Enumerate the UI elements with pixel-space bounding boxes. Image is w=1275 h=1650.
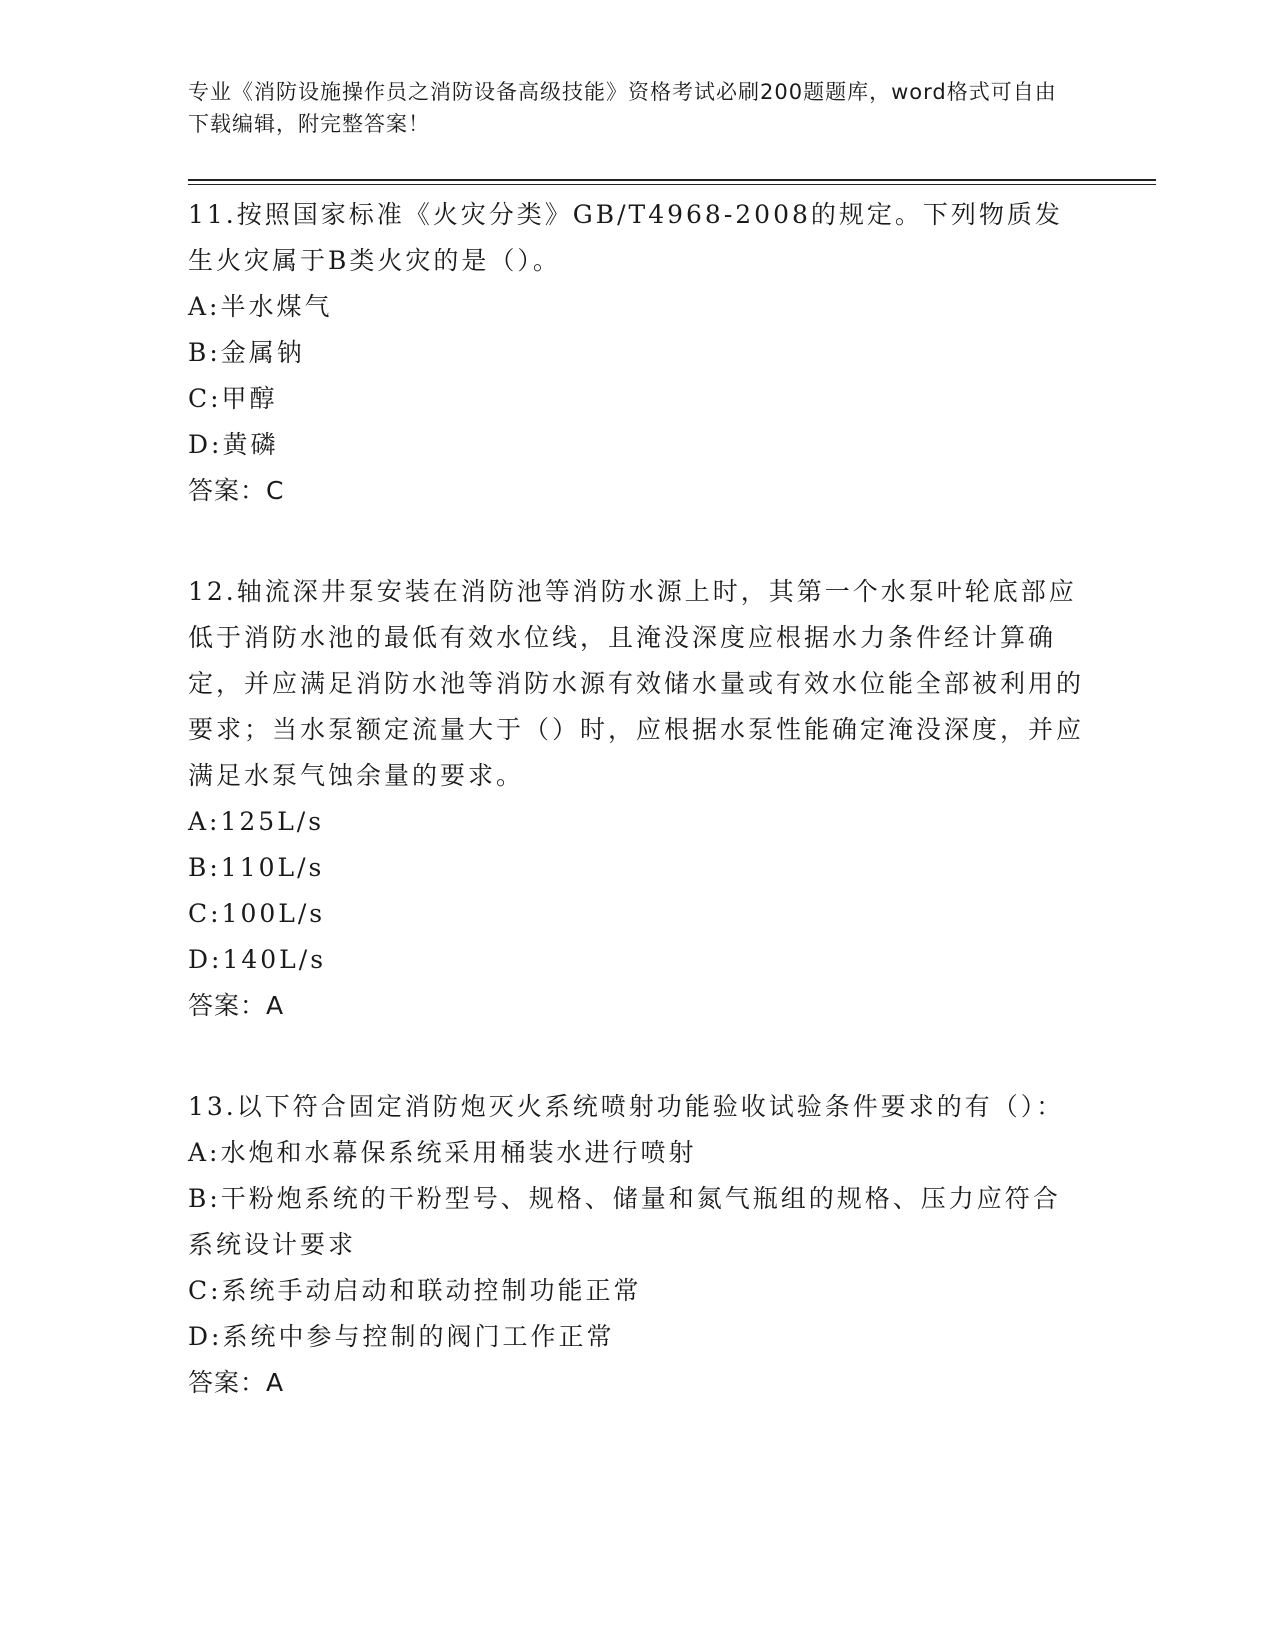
document-header: 专业《消防设施操作员之消防设备高级技能》资格考试必刷200题题库，word格式可自由下载编辑，附完整答案！ — [188, 80, 1057, 136]
option-b: B:110L/s — [188, 853, 325, 882]
question-11 — [188, 192, 1088, 514]
option-d: D:140L/s — [188, 945, 327, 974]
option-a: A:125L/s — [188, 807, 325, 836]
option-d: D:黄磷 — [188, 430, 279, 459]
answer: 答案：C — [188, 476, 285, 505]
option-a: A:水炮和水幕保系统采用桶装水进行喷射 — [188, 1138, 697, 1167]
question-12 — [188, 569, 1088, 1029]
answer: 答案：A — [188, 1368, 285, 1397]
header-divider-thin — [188, 184, 1156, 185]
answer: 答案：A — [188, 991, 285, 1020]
option-c: C:系统手动启动和联动控制功能正常 — [188, 1276, 642, 1305]
option-d: D:系统中参与控制的阀门工作正常 — [188, 1322, 615, 1351]
question-13 — [188, 1084, 1088, 1406]
option-c: C:100L/s — [188, 899, 326, 928]
question-stem: 13.以下符合固定消防炮灭火系统喷射功能验收试验条件要求的有（）： — [188, 1092, 1065, 1121]
question-stem: 12.轴流深井泵安装在消防池等消防水源上时，其第一个水泵叶轮底部应低于消防水池的最低有效水位线，且淹没深度应根据水力条件经计算确定，并应满足消防水池等消防水源有效储水量或有效水位能全部被利用的要求；当水泵额定流量大于（）时，应根据水泵性能确定淹没深度，并应满足水泵气蚀余量的要求。 — [188, 577, 1085, 790]
question-stem: 11.按照国家标准《火灾分类》GB/T4968-2008的规定。下列物质发生火灾属于B类火灾的是（）。 — [188, 200, 1063, 275]
option-c: C:甲醇 — [188, 384, 278, 413]
question-list — [188, 192, 1088, 1461]
header-divider-thick — [188, 179, 1156, 181]
option-a: A:半水煤气 — [188, 292, 333, 321]
option-b: B:金属钠 — [188, 338, 305, 367]
option-b: B:干粉炮系统的干粉型号、规格、储量和氮气瓶组的规格、压力应符合系统设计要求 — [188, 1184, 1061, 1259]
